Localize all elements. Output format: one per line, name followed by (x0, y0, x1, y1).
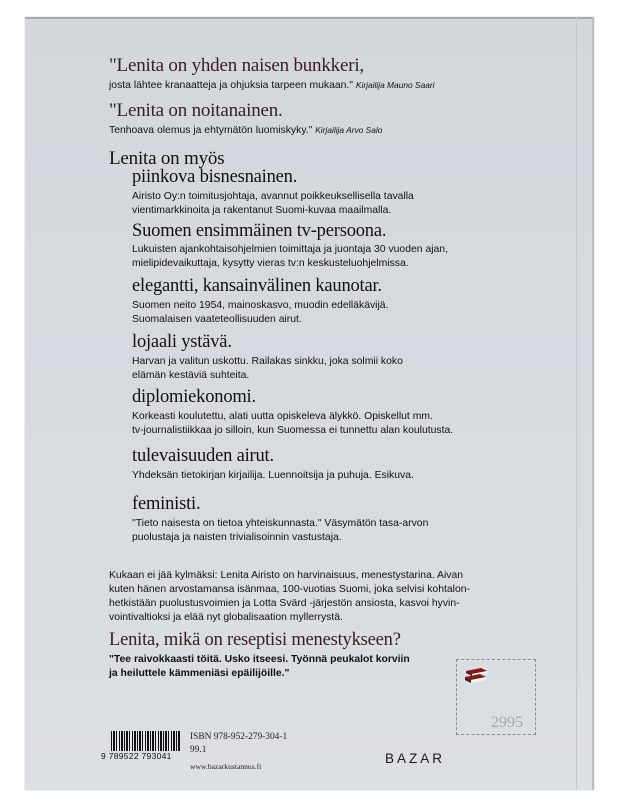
summary-line: Kukaan ei jää kylmäksi: Lenita Airisto on harvinaisuus, menestystarina. Aivan (109, 570, 464, 581)
publisher-url: www.bazarkustannus.fi (190, 762, 262, 771)
section-line: puolustaja ja naisten trivialisoinnin vastustaja. (132, 532, 342, 543)
recipe-line: ja heiluttele kämmeniäsi epäilijöille." (109, 668, 290, 679)
barcode-digits: 9 789522 793041 (101, 751, 172, 761)
section-body-beauty (132, 299, 388, 327)
section-line: Harvan ja valitun uskottu. Railakas sinkku, joka solmii koko (132, 356, 403, 367)
cover-top-edge (25, 17, 594, 19)
section-line: vientimarkkinoita ja rakentanut Suomi-kuvaa maailmalla. (132, 205, 392, 216)
section-title-beauty: elegantti, kansainvälinen kaunotar. (132, 276, 382, 296)
quote-1-heading: "Lenita on yhden naisen bunkkeri, (109, 55, 364, 76)
isbn-class: 99.1 (190, 745, 207, 755)
recipe-line: "Tee raivokkaasti töitä. Usko itseesi. Työnnä peukalot korviin (109, 654, 410, 665)
section-line: Suomalaisen vaateteollisuuden airut. (132, 314, 302, 325)
quote-2-heading: "Lenita on noitanainen. (109, 100, 283, 121)
intro-heading: Lenita on myös (109, 148, 225, 169)
summary-line: kuten hänen arvostamansa isänmaa, 100-vuotias Suomi, joka selvisi kohtalon- (109, 584, 470, 595)
section-line: Suomen neito 1954, mainoskasvo, muodin edelläkävijä. (132, 300, 389, 311)
section-line: mielipidevaikuttaja, kysytty vieras tv:n keskusteluohjelmissa. (132, 258, 409, 269)
summary-paragraph (109, 569, 470, 625)
isbn-number: ISBN 978-952-279-304-1 (190, 732, 288, 742)
section-title-economist: diplomiekonomi. (132, 387, 256, 407)
section-body-feminist (132, 517, 428, 545)
cover-right-edge (592, 17, 594, 790)
section-title-feminist: feministi. (132, 494, 201, 514)
section-line: Korkeasti koulutettu, alati uutta opiskeleva älykkö. Opiskellut mm. (132, 411, 433, 422)
section-title-tv-persona: Suomen ensimmäinen tv-persoona. (132, 221, 387, 241)
books-icon (463, 666, 489, 686)
publisher-logo: BAZAR (385, 751, 446, 766)
quote-2-body (109, 125, 382, 136)
section-body-businesswoman (132, 190, 414, 218)
quote-2-text: Tenhoava olemus ja ehtymätön luomiskyky." (109, 125, 313, 136)
summary-line: hetkistään puolustusvoimien ja Lotta Svärd -järjestön ansiosta, kasvoi hyvin- (109, 598, 460, 609)
recipe-quote (109, 653, 410, 681)
section-line: Airisto Oy:n toimitusjohtaja, avannut poikkeuksellisella tavalla (132, 191, 414, 202)
section-body-tv-persona (132, 243, 448, 271)
section-line: Yhdeksän tietokirjan kirjailija. Luennoitsija ja puhuja. Esikuva. (132, 470, 414, 481)
sticker-number: 2995 (491, 714, 523, 731)
section-line: elämän kestäviä suhteita. (132, 370, 250, 381)
section-body-economist (132, 410, 453, 438)
section-line: "Tieto naisesta on tietoa yhteiskunnasta." Väsymätön tasa-arvon (132, 518, 429, 529)
cover-spine-line (576, 17, 577, 790)
section-line: Lukuisten ajankohtaisohjelmien toimittaja ja juontaja 30 vuoden ajan, (132, 244, 448, 255)
section-line: tv-journalistiikkaa jo silloin, kun Suomessa ei tunnettu alan koulutusta. (132, 425, 454, 436)
quote-2-attribution: Kirjailija Arvo Salo (315, 125, 383, 135)
quote-1-attribution: Kirjailija Mauno Saari (355, 80, 435, 90)
barcode (111, 731, 180, 751)
section-title-friend: lojaali ystävä. (132, 332, 232, 352)
quote-1-text: josta lähtee kranaatteja ja ohjuksia tarpeen mukaan." (109, 80, 353, 91)
section-body-future (132, 469, 414, 483)
quote-1-body (109, 80, 435, 91)
section-body-friend (132, 355, 403, 383)
isbn-block (190, 731, 287, 773)
summary-line: vointivaltioksi ja elää nyt globalisaation myllerrystä. (109, 612, 343, 623)
section-title-future: tulevaisuuden airut. (132, 446, 274, 466)
section-title-businesswoman: piinkova bisnesnainen. (132, 167, 298, 187)
library-sticker (456, 659, 536, 735)
recipe-heading: Lenita, mikä on reseptisi menestykseen? (109, 630, 401, 650)
